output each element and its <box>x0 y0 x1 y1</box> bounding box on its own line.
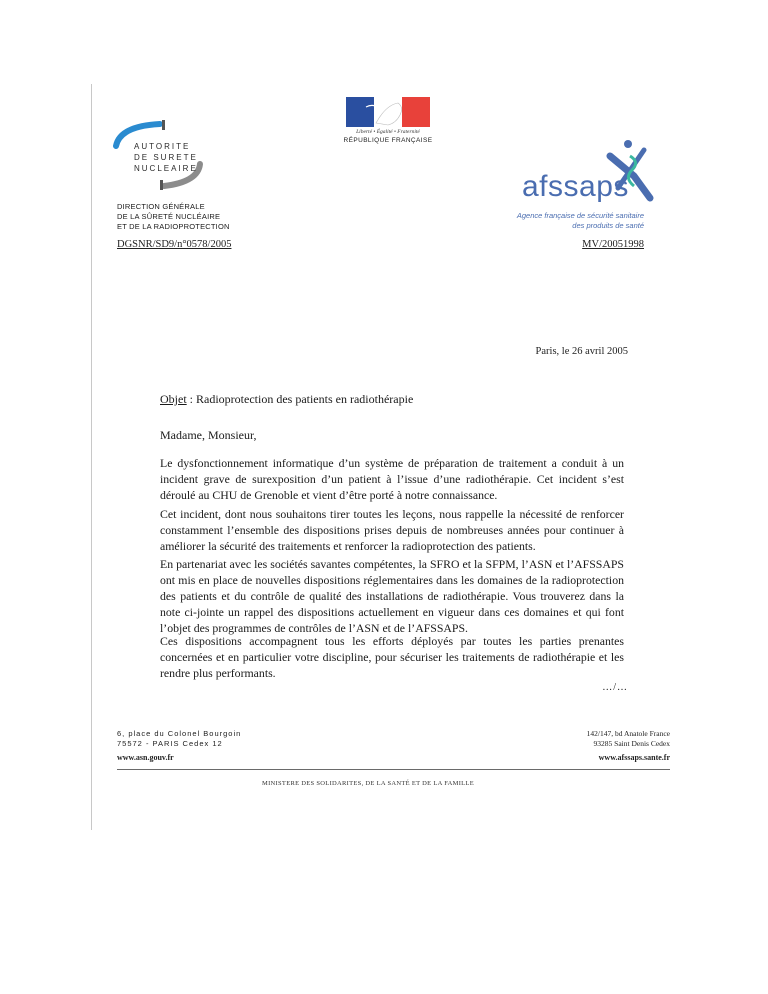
scan-page-edge <box>91 84 92 830</box>
letter-paragraph: En partenariat avec les sociétés savantes compétentes, la SFRO et la SFPM, l’ASN et l’AFSSAPS ont mis en place de nouvelles dispositions réglementaires dans les domaines de la radioprotection des patients et du contrôle de qualité des installations de radiothérapie. Vous trouverez dans la note ci-jointe un rappel des dispositions actuellement en vigueur dans ces domaines et qui font l’objet des programmes de contrôles de l’ASN et de l’AFSSAPS. <box>160 557 624 635</box>
asn-name-line: NUCLEAIRE <box>134 164 198 173</box>
subject-label: Objet <box>160 392 187 406</box>
letter-paragraph: Cet incident, dont nous souhaitons tirer toutes les leçons, nous rappelle la nécessité de renforcer constamment l’ensemble des dispositions prises depuis de nombreuses années pour continuer à améliorer la sécurité des traitements et renforcer la radioprotection des patients. <box>160 507 624 553</box>
asn-website: www.asn.gouv.fr <box>117 753 174 762</box>
marianne-logo-icon <box>346 97 430 127</box>
afssaps-address <box>587 729 670 749</box>
footer-divider <box>117 769 670 770</box>
asn-address-line: 6, place du Colonel Bourgoin <box>117 729 242 738</box>
afssaps-address-line: 93285 Saint Denis Cedex <box>593 739 670 748</box>
asn-address <box>117 729 241 749</box>
asn-direction <box>117 202 230 232</box>
afssaps-figure-icon <box>604 138 656 204</box>
subject-text: : Radioprotection des patients en radiothérapie <box>186 392 414 406</box>
asn-direction-line: DE LA SÛRETÉ NUCLÉAIRE <box>117 212 221 221</box>
letter-paragraph: Ces dispositions accompagnent tous les efforts déployés par toutes les parties prenantes concernées et en particulier votre discipline, pour sécuriser les traitements de radiothérapie et les rendre plus performants. <box>160 634 624 680</box>
asn-name-line: DE SURETE <box>134 153 198 162</box>
letter-salutation: Madame, Monsieur, <box>160 428 257 442</box>
afssaps-address-line: 142/147, bd Anatole France <box>586 729 670 738</box>
asn-address-line: 75572 - PARIS Cedex 12 <box>117 739 223 748</box>
ministry-name: MINISTERE DES SOLIDARITES, DE LA SANTÉ ET DE LA FAMILLE <box>262 780 474 787</box>
asn-direction-line: DIRECTION GÉNÉRALE <box>117 202 205 211</box>
afssaps-website: www.afssaps.sante.fr <box>598 753 670 762</box>
afssaps-tagline-line: des produits de santé <box>572 221 644 230</box>
letter-subject <box>160 392 413 407</box>
asn-reference: DGSNR/SD9/n°0578/2005 <box>117 239 232 250</box>
republic-motto: Liberté • Égalité • Fraternité <box>356 129 420 135</box>
republic-name: RÉPUBLIQUE FRANÇAISE <box>343 137 433 144</box>
page-continuation: …/… <box>602 682 628 693</box>
afssaps-tagline <box>508 211 644 231</box>
afssaps-logo-text: afssaps <box>522 170 629 203</box>
letter-paragraph: Le dysfonctionnement informatique d’un système de préparation de traitement a conduit à un incident grave de surexposition d’un patient à l’issue d’une radiothérapie. Cet incident s’est déroulé au CHU de Grenoble et vient d’être porté à notre connaissance. <box>160 456 624 502</box>
letter-date: Paris, le 26 avril 2005 <box>535 346 628 357</box>
afssaps-tagline-line: Agence française de sécurité sanitaire <box>516 211 644 220</box>
afssaps-reference: MV/20051998 <box>582 239 644 250</box>
asn-direction-line: ET DE LA RADIOPROTECTION <box>117 222 230 231</box>
asn-name-line: AUTORITE <box>134 142 191 151</box>
asn-name <box>134 141 198 174</box>
